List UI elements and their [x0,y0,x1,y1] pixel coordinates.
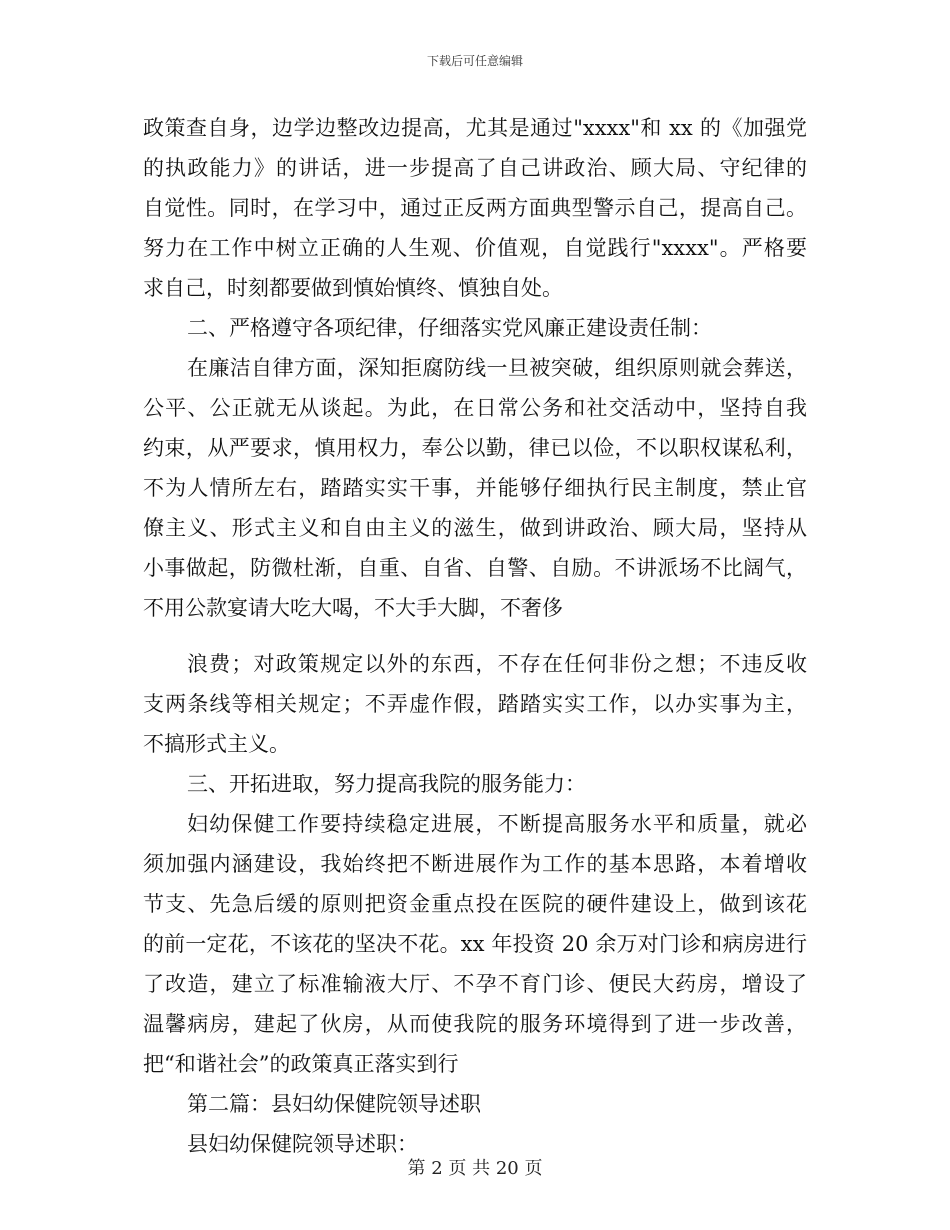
text-line: 的执政能力》的讲话，进一步提高了自己讲政治、顾大局、守纪律的 [143,156,807,180]
text-line: 求自己，时刻都要做到慎始慎终、慎独自处。 [143,276,563,300]
text-line: 僚主义、形式主义和自由主义的滋生，做到讲政治、顾大局，坚持从 [143,516,807,540]
text-line: 浪费；对政策规定以外的东西，不存在任何非份之想；不违反收 [187,652,807,676]
chapter-subtitle: 县妇幼保健院领导述职： [187,1132,418,1156]
text-line: 须加强内涵建设，我始终把不断进展作为工作的基本思路，本着增收 [143,852,807,876]
section-heading: 三、开拓进取，努力提高我院的服务能力： [187,772,586,796]
chapter-title: 第二篇：县妇幼保健院领导述职 [187,1092,481,1116]
text-line: 不用公款宴请大吃大喝，不大手大脚，不奢侈 [143,596,563,620]
text-line: 不搞形式主义。 [143,732,290,756]
text-line: 温馨病房，建起了伙房，从而使我院的服务环境得到了进一步改善， [143,1012,807,1036]
text-line: 的前一定花，不该花的坚决不花。xx 年投资 20 余万对门诊和病房进行 [143,932,807,956]
section-heading: 二、严格遵守各项纪律，仔细落实党风廉正建设责任制： [187,316,712,340]
page-number: 第 2 页 共 20 页 [407,1158,543,1179]
text-line: 了改造，建立了标准输液大厅、不孕不育门诊、便民大药房，增设了 [143,972,807,996]
text-line: 约束，从严要求，慎用权力，奉公以勤，律已以俭，不以职权谋私利， [143,436,807,460]
text-line: 支两条线等相关规定；不弄虚作假，踏踏实实工作，以办实事为主， [143,692,807,716]
text-line: 在廉洁自律方面，深知拒腐防线一旦被突破，组织原则就会葬送， [187,356,807,380]
text-line: 节支、先急后缓的原则把资金重点投在医院的硬件建设上，做到该花 [143,892,807,916]
text-line: 努力在工作中树立正确的人生观、价值观，自觉践行"xxxx"。严格要 [143,236,807,260]
text-line: 把“和谐社会”的政策真正落实到行 [143,1052,459,1076]
text-line: 小事做起，防微杜渐，自重、自省、自警、自励。不讲派场不比阔气， [143,556,807,580]
text-line: 不为人情所左右，踏踏实实干事，并能够仔细执行民主制度，禁止官 [143,476,807,500]
page-header: 下载后可任意编辑 [426,54,523,68]
text-line: 公平、公正就无从谈起。为此，在日常公务和社交活动中，坚持自我 [143,396,807,420]
text-line: 自觉性。同时，在学习中，通过正反两方面典型警示自己，提高自己。 [143,196,807,220]
document-body [143,108,807,1164]
text-line: 政策查自身，边学边整改边提高，尤其是通过"xxxx"和 xx 的《加强党 [143,116,807,140]
text-line: 妇幼保健工作要持续稳定进展，不断提高服务水平和质量，就必 [187,812,807,836]
